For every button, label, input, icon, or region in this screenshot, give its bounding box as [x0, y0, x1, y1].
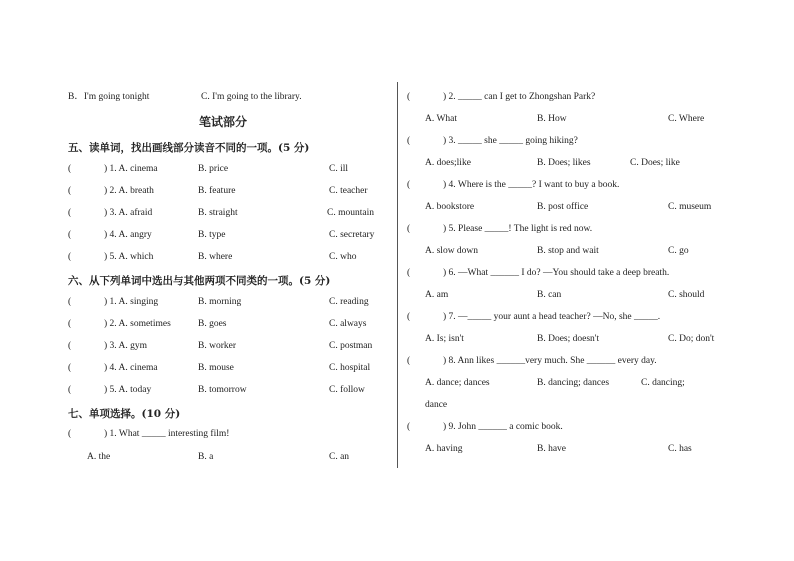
answer-paren: (	[68, 429, 72, 439]
answer-paren: (	[68, 385, 72, 395]
q8-c-continued: dance	[425, 400, 448, 410]
q5-a: A. slow down	[425, 246, 479, 256]
answer-paren: (	[68, 341, 72, 351]
q3-c: C. Does; like	[630, 158, 680, 168]
sec5-q4-b: B. type	[198, 230, 226, 240]
sec6-q3-c: C. postman	[329, 341, 373, 351]
sec6-q1-c: C. reading	[329, 297, 369, 307]
sec5-q2-c: C. teacher	[329, 186, 368, 196]
q8-c: C. dancing;	[641, 378, 685, 388]
q2-text: ) 2. _____ can I get to Zhongshan Park?	[443, 92, 596, 102]
answer-paren: (	[407, 180, 411, 190]
q5-c: C. go	[668, 246, 689, 256]
answer-paren: (	[407, 268, 411, 278]
q5-b: B. stop and wait	[537, 246, 599, 256]
answer-paren: (	[68, 164, 72, 174]
q4-b: B. post office	[537, 202, 589, 212]
section-title: 笔试部分	[199, 115, 248, 129]
column-divider	[397, 82, 398, 468]
sec5-q3-c: C. mountain	[327, 208, 374, 218]
answer-paren: (	[407, 356, 411, 366]
answer-paren: (	[68, 252, 72, 262]
sec6-q2-a: ) 2. A. sometimes	[104, 319, 171, 329]
sec6-q5-a: ) 5. A. today	[104, 385, 152, 395]
q8-a: A. dance; dances	[425, 378, 490, 388]
q7-text: ) 7. —_____ your aunt a head teacher? —No, she _____.	[443, 312, 661, 322]
sec5-q5-a: ) 5. A. which	[104, 252, 154, 262]
sec6-q1-b: B. morning	[198, 297, 242, 307]
answer-paren: (	[407, 422, 411, 432]
sec5-q4-a: ) 4. A. angry	[104, 230, 152, 240]
sec7-q1-text: ) 1. What _____ interesting film!	[104, 429, 230, 439]
q2-c: C. Where	[668, 114, 705, 124]
q4-text: ) 4. Where is the _____? I want to buy a book.	[443, 180, 620, 190]
q2-a: A. What	[425, 114, 458, 124]
sec7-q1-c: C. an	[329, 452, 350, 462]
q6-text: ) 6. —What ______ I do? —You should take a deep breath.	[443, 268, 670, 278]
answer-paren: (	[68, 186, 72, 196]
answer-paren: (	[407, 224, 411, 234]
sec5-q4-c: C. secretary	[329, 230, 375, 240]
q3-a: A. does;like	[425, 158, 471, 168]
q6-a: A. am	[425, 290, 449, 300]
q9-c: C. has	[668, 444, 692, 454]
sec6-q4-c: C. hospital	[329, 363, 371, 373]
sec6-heading: 六、从下列单词中选出与其他两项不同类的一项。(5 分)	[68, 275, 331, 287]
q9-text: ) 9. John ______ a comic book.	[443, 422, 563, 432]
prev-option-b: B．I'm going tonight	[68, 92, 150, 102]
sec6-q2-b: B. goes	[198, 319, 227, 329]
sec5-q5-c: C. who	[329, 252, 357, 262]
sec5-q1-b: B. price	[198, 164, 229, 174]
answer-paren: (	[407, 136, 411, 146]
sec5-q2-b: B. feature	[198, 186, 236, 196]
q4-a: A. bookstore	[425, 202, 475, 212]
answer-paren: (	[68, 297, 72, 307]
answer-paren: (	[68, 319, 72, 329]
q9-a: A. having	[425, 444, 463, 454]
sec5-q2-a: ) 2. A. breath	[104, 186, 154, 196]
answer-paren: (	[68, 208, 72, 218]
q7-c: C. Do; don't	[668, 334, 715, 344]
q6-c: C. should	[668, 290, 705, 300]
sec6-q5-c: C. follow	[329, 385, 365, 395]
q7-b: B. Does; doesn't	[537, 334, 600, 344]
sec6-q3-b: B. worker	[198, 341, 236, 351]
sec5-q1-c: C. ill	[329, 164, 349, 174]
q5-text: ) 5. Please _____! The light is red now.	[443, 224, 593, 234]
q3-text: ) 3. _____ she _____ going hiking?	[443, 136, 578, 146]
sec6-q4-a: ) 4. A. cinema	[104, 363, 158, 373]
sec5-q3-a: ) 3. A. afraid	[104, 208, 153, 218]
sec6-q3-a: ) 3. A. gym	[104, 341, 148, 351]
prev-option-c: C. I'm going to the library.	[201, 92, 302, 102]
sec6-q4-b: B. mouse	[198, 363, 234, 373]
sec5-q5-b: B. where	[198, 252, 233, 262]
sec5-q1-a: ) 1. A. cinema	[104, 164, 158, 174]
q9-b: B. have	[537, 444, 567, 454]
q6-b: B. can	[537, 290, 562, 300]
sec7-heading: 七、单项选择。(10 分)	[68, 408, 181, 420]
q8-b: B. dancing; dances	[537, 378, 610, 388]
sec6-q1-a: ) 1. A. singing	[104, 297, 159, 307]
answer-paren: (	[407, 312, 411, 322]
answer-paren: (	[68, 363, 72, 373]
sec7-q1-a: A. the	[87, 452, 111, 462]
sec7-q1-b: B. a	[198, 452, 214, 462]
q4-c: C. museum	[668, 202, 712, 212]
answer-paren: (	[68, 230, 72, 240]
q8-text: ) 8. Ann likes ______very much. She ______ every day.	[443, 356, 657, 366]
answer-paren: (	[407, 92, 411, 102]
sec5-heading: 五、读单词，找出画线部分读音不同的一项。(5 分)	[68, 142, 310, 154]
sec6-q5-b: B. tomorrow	[198, 385, 247, 395]
q3-b: B. Does; likes	[537, 158, 591, 168]
sec5-q3-b: B. straight	[198, 208, 238, 218]
sec6-q2-c: C. always	[329, 319, 367, 329]
q2-b: B. How	[537, 114, 567, 124]
q7-a: A. Is; isn't	[425, 334, 464, 344]
